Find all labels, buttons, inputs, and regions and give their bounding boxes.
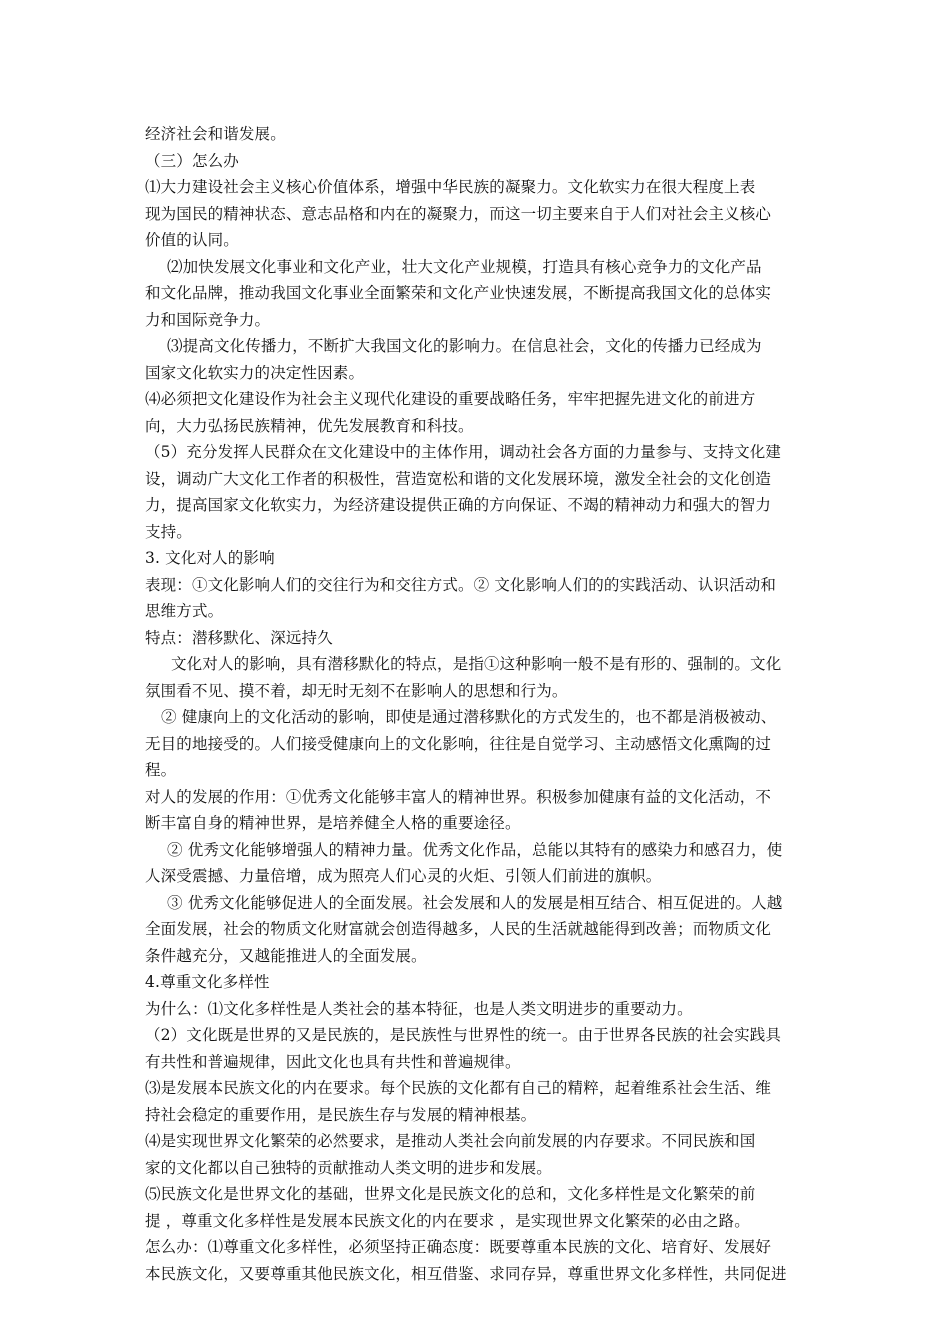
text-line: 氛围看不见、摸不着，却无时无刻不在影响人的思想和行为。 xyxy=(145,681,568,700)
text-line: ⑷必须把文化建设作为社会主义现代化建设的重要战略任务，牢牢把握先进文化的前进方 xyxy=(145,390,756,408)
text-line: ⑶是发展本民族文化的内在要求。每个民族的文化都有自己的精粹，起着维系社会生活、维 xyxy=(145,1079,772,1097)
text-line: ② 优秀文化能够增强人的精神力量。优秀文化作品，总能以其特有的感染力和感召力，使 xyxy=(167,840,783,859)
text-line: 程。 xyxy=(145,761,177,779)
section-heading: （三）怎么办 xyxy=(145,151,239,170)
text-line: ⑶提高文化传播力，不断扩大我国文化的影响力。在信息社会，文化的传播力已经成为 xyxy=(167,337,762,355)
text-line: 条件越充分，又越能推进人的全面发展。 xyxy=(145,946,427,965)
text-line: ⑵加快发展文化事业和文化产业，壮大文化产业规模，打造具有核心竞争力的文化产品 xyxy=(167,257,762,276)
text-line: ⑸民族文化是世界文化的基础，世界文化是民族文化的总和，文化多样性是文化繁荣的前 xyxy=(145,1185,756,1203)
text-line: 表现：①文化影响人们的交往行为和交往方式。② 文化影响人们的的实践活动、认识活动和 xyxy=(145,575,777,594)
text-line: 支持。 xyxy=(145,522,192,541)
text-line: 价值的认同。 xyxy=(145,231,239,249)
text-line: 力，提高国家文化软实力，为经济建设提供正确的方向保证、不竭的精神动力和强大的智力 xyxy=(145,496,772,514)
section-heading: 3. 文化对人的影响 xyxy=(145,549,275,567)
text-line: 持社会稳定的重要作用，是民族生存与发展的精神根基。 xyxy=(145,1105,537,1124)
text-line: 全面发展，社会的物质文化财富就会创造得越多，人民的生活就越能得到改善；而物质文化 xyxy=(145,920,772,938)
text-line: 设，调动广大文化工作者的积极性，营造宽松和谐的文化发展环境，激发全社会的文化创造 xyxy=(145,469,772,488)
text-line: （5）充分发挥人民群众在文化建设中的主体作用，调动社会各方面的力量参与、支持文化建 xyxy=(145,443,782,461)
text-line: 力和国际竞争力。 xyxy=(145,310,271,329)
text-line: 无目的地接受的。人们接受健康向上的文化影响，往往是自觉学习、主动感悟文化熏陶的过 xyxy=(145,734,772,753)
text-line: 对人的发展的作用：①优秀文化能够丰富人的精神世界。积极参加健康有益的文化活动，不 xyxy=(145,787,772,806)
text-line: 国家文化软实力的决定性因素。 xyxy=(145,363,365,382)
document-page xyxy=(145,121,817,1287)
text-line: ③ 优秀文化能够促进人的全面发展。社会发展和人的发展是相互结合、相互促进的。人越 xyxy=(167,893,783,912)
text-line: 向，大力弘扬民族精神，优先发展教育和科技。 xyxy=(145,416,474,435)
text-line: 家的文化都以自己独特的贡献推动人类文明的进步和发展。 xyxy=(145,1158,552,1177)
text-line: 为什么：⑴文化多样性是人类社会的基本特征，也是人类文明进步的重要动力。 xyxy=(145,999,693,1018)
text-line: 经济社会和谐发展。 xyxy=(145,125,286,143)
text-line: 本民族文化，又要尊重其他民族文化，相互借鉴、求同存异，尊重世界文化多样性，共同促进 xyxy=(145,1264,787,1283)
text-line: 人深受震撼、力量倍增，成为照亮人们心灵的火炬、引领人们前进的旗帜。 xyxy=(145,867,662,885)
text-line: 文化对人的影响，具有潜移默化的特点，是指①这种影响一般不是有形的、强制的。文化 xyxy=(171,655,782,673)
text-line: 提 ，尊重文化多样性是发展本民族文化的内在要求 ，是实现世界文化繁荣的必由之路。 xyxy=(145,1211,750,1230)
text-line: 现为国民的精神状态、意志品格和内在的凝聚力，而这一切主要来自于人们对社会主义核心 xyxy=(145,204,772,223)
section-heading: 4.尊重文化多样性 xyxy=(145,973,270,991)
text-line: （2）文化既是世界的又是民族的，是民族性与世界性的统一。由于世界各民族的社会实践具 xyxy=(145,1026,782,1044)
text-line: 断丰富自身的精神世界，是培养健全人格的重要途径。 xyxy=(145,814,521,832)
text-line: 怎么办：⑴尊重文化多样性，必须坚持正确态度：既要尊重本民族的文化、培育好、发展好 xyxy=(145,1238,772,1256)
text-line: 思维方式。 xyxy=(145,602,224,620)
text-line: ⑷是实现世界文化繁荣的必然要求，是推动人类社会向前发展的内存要求。不同民族和国 xyxy=(145,1132,756,1150)
text-line: ⑴大力建设社会主义核心价值体系，增强中华民族的凝聚力。文化软实力在很大程度上表 xyxy=(145,178,756,196)
text-line: 特点：潜移默化、深远持久 xyxy=(145,628,333,647)
text-line: ② 健康向上的文化活动的影响，即使是通过潜移默化的方式发生的，也不都是消极被动、 xyxy=(161,708,777,726)
text-line: 和文化品牌，推动我国文化事业全面繁荣和文化产业快速发展，不断提高我国文化的总体实 xyxy=(145,284,772,302)
text-line: 有共性和普遍规律，因此文化也具有共性和普遍规律。 xyxy=(145,1052,521,1071)
